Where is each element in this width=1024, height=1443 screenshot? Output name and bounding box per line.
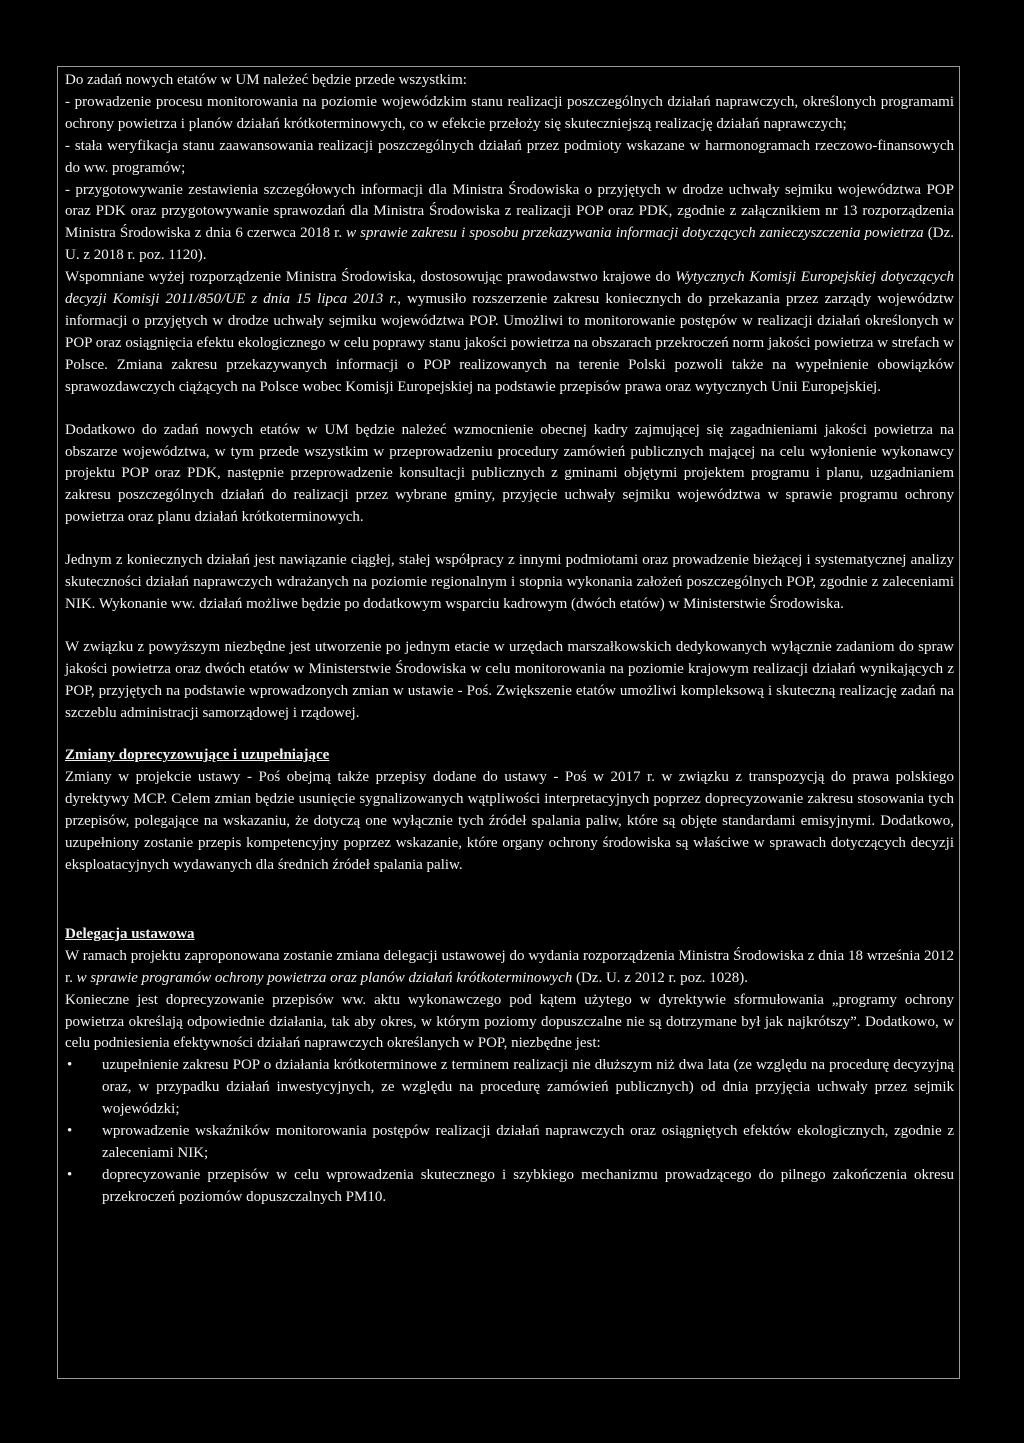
- bullet-icon: •: [67, 1057, 73, 1074]
- task-item-verification: - stała weryfikacja stanu zaawansowania realizacji poszczególnych działań przez podmioty wskazane w harmonogramach rzeczowo-finansowych do ww. programów;: [65, 137, 954, 176]
- italic-citation: Wytycznych Komisji Europejskiej dotyczących decyzji Komisji 2011/850/UE z dnia 15 lipca 2013 r.: [65, 269, 955, 308]
- text-run: - przygotowywanie zestawienia szczegółowych informacji dla Ministra Środowiska o przyjętych w drodze uchwały sejmiku województwa POP oraz PDK oraz przygotowywanie sprawozdań dla Ministra Środowiska z realizacji POP oraz PDK, zgodnie z załącznikiem nr 13 rozporządzenia Ministra Środowiska z dnia 6 czerwca 2018 r.: [65, 181, 954, 242]
- bullet-list: [65, 1055, 954, 1208]
- text-run: (Dz. U. z 2012 r. poz. 1028).: [572, 969, 749, 986]
- text-run: W ramach projektu zaproponowana zostanie zmiana delegacji ustawowej do wydania rozporządzenia Ministra Środowiska z dnia 18 września 2012 r.: [65, 947, 954, 986]
- bullet-icon: •: [67, 1166, 73, 1183]
- list-item-text: doprecyzowanie przepisów w celu wprowadzenia skutecznego i szybkiego mechanizmu prowadzącego do pilnego zakończenia okresu przekroczeń poziomów dopuszczalnych PM10.: [102, 1166, 954, 1205]
- text-run: Wspomniane wyżej rozporządzenie Ministra Środowiska, dostosowując prawodawstwo krajowe do: [65, 269, 676, 286]
- list-item-text: uzupełnienie zakresu POP o działania krótkoterminowe z terminem realizacji nie dłuższym niż dwa lata (ze względu na procedurę decyzyjną oraz, w przypadku działań inwestycyjnych, ze względu na procedurę zamówień publicznych) od dnia przyjęcia uchwały przez sejmik wojewódzki;: [102, 1057, 954, 1118]
- spacer: [65, 529, 954, 550]
- spacer: [65, 399, 954, 420]
- section-statutory-delegation: [65, 924, 954, 1209]
- list-item-text: wprowadzenie wskaźników monitorowania postępów realizacji działań naprawczych oraz osiągniętych efektów ekologicznych, zgodnie z zaleceniami NIK;: [102, 1123, 954, 1161]
- section-tasks: [65, 70, 954, 399]
- list-item: [65, 1165, 954, 1209]
- task-item-monitoring: - prowadzenie procesu monitorowania na poziomie wojewódzkim stanu realizacji poszczególnych działań naprawczych, określonych programami ochrony powietrza i planów działań krótkoterminowych, co w efekcie przełoży się skuteczniejszą realizację działań naprawczych;: [65, 93, 954, 132]
- paragraph-staffing: W związku z powyższym niezbędne jest utworzenie po jednym etacie w urzędach marszałkowskich dedykowanych wyłącznie zadaniom do spraw jakości powietrza oraz dwóch etatów w Ministerstwie Środowiska w celu monitorowania na poziomie krajowym realizacji działań wynikających z POP, przyjętych na podstawie wprowadzonych zmian w ustawie - Poś. Zwiększenie etatów umożliwi kompleksową i skuteczną realizację zadań na szczeblu administracji samorządowej i rządowej.: [65, 638, 954, 721]
- spacer: [65, 877, 954, 903]
- paragraph-clarification: Konieczne jest doprecyzowanie przepisów ww. aktu wykonawczego pod kątem użytego w dyrektywie sformułowania „programy ochrony powietrza określają odpowiednie działania, tak aby okres, w którym poziomy dopuszczalne nie są dotrzymane był jak najkrótszy”. Dodatkowo, w celu podniesienia efektywności działań naprawczych określanych w POP, niezbędne jest:: [65, 991, 954, 1052]
- spacer: [65, 903, 954, 924]
- text-run: (Dz. U. z 2018 r. poz. 1120).: [65, 225, 954, 264]
- text-run: , wymusiło rozszerzenie zakresu koniecznych do przekazania przez zarządy województw informacji o przyjętych w drodze uchwały sejmiku województwa POP. Umożliwi to monitorowanie postępów w realizacji działań określonych w POP oraz osiągnięcia efektu ekologicznego w celu poprawy stanu jakości powietrza na obszarach przekroczeń norm jakości powietrza w strefach w Polsce. Zmiana zakresu przekazywanych informacji o POP realizowanych na terenie Polski pozwoli także na wypełnienie obowiązków sprawozdawczych ciążących na Polsce wobec Komisji Europejskiej na podstawie przepisów prawa oraz wytycznych Unii Europejskiej.: [65, 291, 954, 395]
- italic-citation: w sprawie programów ochrony powietrza oraz planów działań krótkoterminowych: [76, 969, 573, 986]
- document-page: [57, 66, 960, 1379]
- task-item-reporting: [65, 180, 954, 268]
- section-heading: Zmiany doprecyzowujące i uzupełniające: [65, 747, 330, 764]
- paragraph-regulation: [65, 267, 954, 398]
- spacer: [65, 616, 954, 637]
- paragraph-intro: Do zadań nowych etatów w UM należeć będzie przede wszystkim:: [65, 72, 467, 88]
- list-item: [65, 1121, 954, 1165]
- section-heading: Delegacja ustawowa: [65, 925, 195, 942]
- section-body: Zmiany w projekcie ustawy - Poś obejmą także przepisy dodane do ustawy - Poś w 2017 r. w związku z transpozycją do prawa polskiego dyrektywy MCP. Celem zmian będzie usunięcie sygnalizowanych wątpliwości interpretacyjnych poprzez doprecyzowanie zakresu stosowania tych przepisów, polegające na wskazaniu, że dotyczą one wyłącznie tych źródeł spalania paliw, które są objęte standardami emisyjnymi. Dodatkowo, uzupełniony zostanie przepis kompetencyjny poprzez wskazanie, które organy ochrony środowiska są właściwe w sprawach dotyczących decyzji eksploatacyjnych wydawanych dla średnich źródeł spalania paliw.: [65, 769, 954, 873]
- paragraph-delegation: [65, 946, 954, 990]
- list-item: [65, 1055, 954, 1121]
- spacer: [65, 724, 954, 745]
- paragraph-cooperation: Jednym z koniecznych działań jest nawiązanie ciągłej, stałej współpracy z innymi podmiotami oraz prowadzenie bieżącej i systematycznej analizy skuteczności działań naprawczych wdrażanych na poziomie regionalnym i stopnia wykonania założeń poszczególnych POP, zgodnie z zaleceniami NIK. Wykonanie ww. działań możliwe będzie po dodatkowym wsparciu kadrowym (dwóch etatów) w Ministerstwie Środowiska.: [65, 552, 954, 612]
- section-clarifying-changes: [65, 745, 954, 876]
- bullet-icon: •: [67, 1123, 73, 1140]
- italic-citation: w sprawie zakresu i sposobu przekazywania informacji dotyczących zanieczyszczenia powietrza: [346, 225, 924, 242]
- paragraph-additional-tasks: Dodatkowo do zadań nowych etatów w UM będzie należeć wzmocnienie obecnej kadry zajmującej się zagadnieniami jakości powietrza na obszarze województwa, w tym przede wszystkim w przeprowadzeniu procedury zamówień publicznych mającej na celu wyłonienie wykonawcy projektu POP oraz PDK, następnie przeprowadzenie konsultacji publicznych z gminami objętymi projektem programu i planu, uzgadnianiem zakresu poszczególnych działań do realizacji przez wybrane gminy, przyjęcie uchwały sejmiku województwa w sprawie programu ochrony powietrza oraz planu działań krótkoterminowych.: [65, 421, 954, 526]
